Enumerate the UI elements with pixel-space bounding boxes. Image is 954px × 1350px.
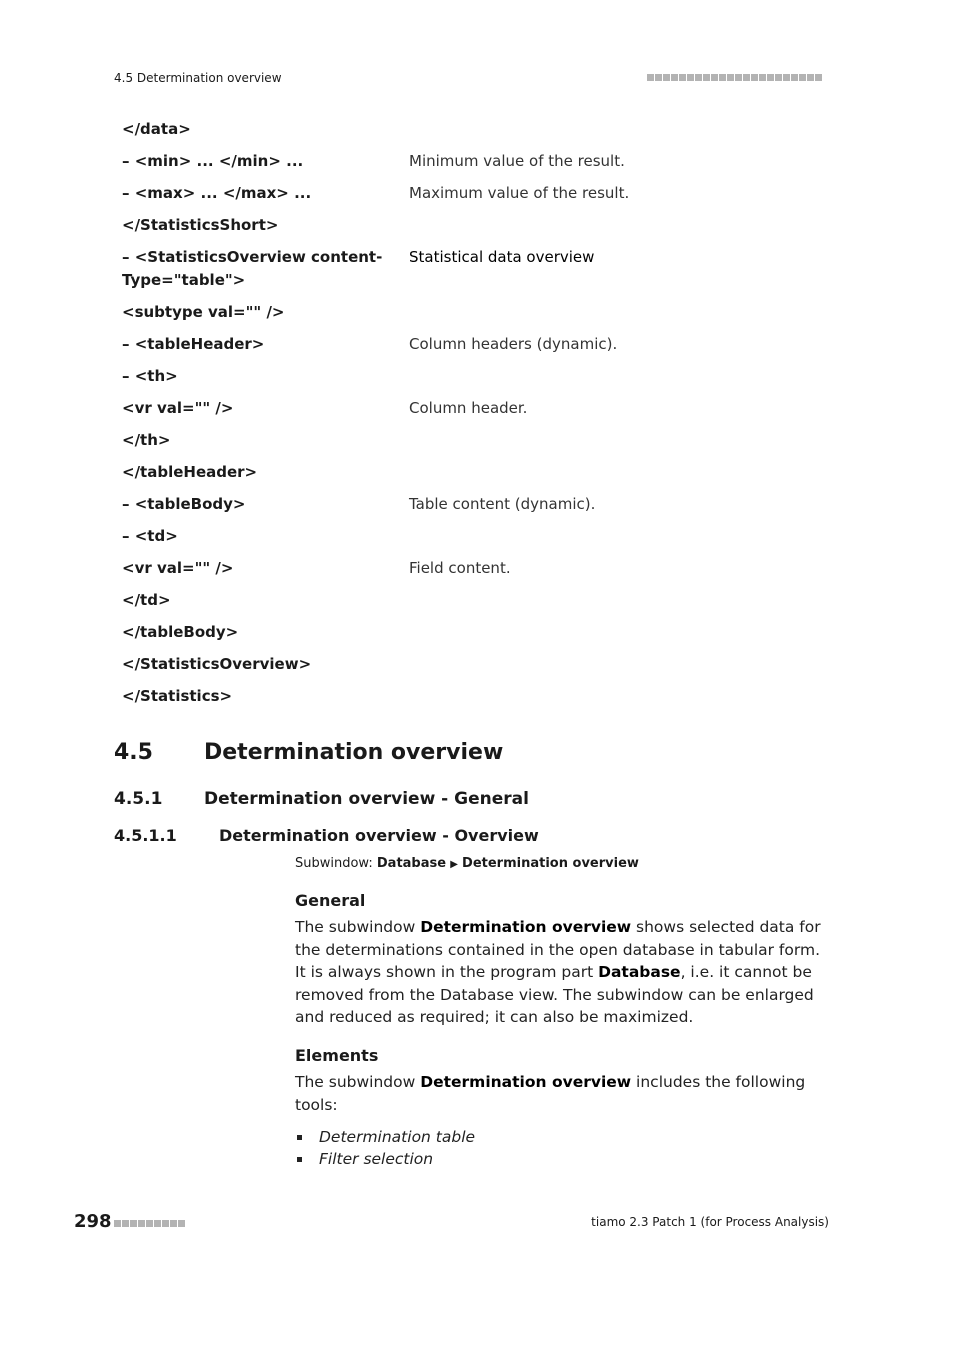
- section-number: 4.5: [114, 740, 153, 765]
- xml-element: – <StatisticsOverview content-Type="table">: [122, 248, 383, 289]
- element-description: Maximum value of the result.: [409, 184, 630, 202]
- square-icon: [154, 1220, 161, 1227]
- table-row: [122, 365, 842, 388]
- element-description: [409, 118, 842, 141]
- table-row: [122, 182, 842, 205]
- list-item: [295, 1148, 830, 1170]
- element-description: [409, 365, 842, 388]
- elements-heading: Elements: [295, 1045, 379, 1065]
- text: The subwindow: [295, 918, 421, 936]
- text: The subwindow: [295, 1072, 421, 1091]
- xml-element: </Statistics>: [122, 687, 233, 705]
- xml-element: </tableHeader>: [122, 463, 258, 481]
- table-row: [122, 118, 842, 141]
- subsection-heading: [114, 789, 529, 809]
- subwindow-part2: Determination overview: [462, 856, 639, 871]
- xml-element: – <min> ... </min> ...: [122, 152, 304, 170]
- xml-element: </tableBody>: [122, 623, 239, 641]
- square-icon: [655, 74, 662, 81]
- table-row: [122, 461, 842, 484]
- square-icon: [711, 74, 718, 81]
- section-title: Determination overview: [204, 740, 504, 765]
- square-icon: [178, 1220, 185, 1227]
- bold-text: Determination overview: [420, 1072, 632, 1091]
- subsubsection-title: Determination overview - Overview: [219, 826, 539, 845]
- square-icon: [114, 1220, 121, 1227]
- element-description: [409, 685, 842, 708]
- table-row: [122, 214, 842, 237]
- subsubsection-number: 4.5.1.1: [114, 826, 177, 845]
- square-icon: [679, 74, 686, 81]
- text: shows selected data for the determinations contained in the open database in tabular form. It is always shown in the program part: [295, 918, 821, 982]
- table-row: [122, 621, 842, 644]
- xml-element: <subtype val="" />: [122, 303, 285, 321]
- table-row: [122, 685, 842, 708]
- list-item-label: Determination table: [319, 1128, 476, 1147]
- table-row: [122, 333, 842, 356]
- xml-element: – <tableBody>: [122, 495, 246, 513]
- xml-element: </StatisticsOverview>: [122, 655, 312, 673]
- table-row: [122, 653, 842, 676]
- element-description: Minimum value of the result.: [409, 152, 625, 170]
- square-icon: [767, 74, 774, 81]
- list-item: [295, 1126, 830, 1148]
- table-row: [122, 525, 842, 548]
- square-icon: [146, 1220, 153, 1227]
- subsection-title: Determination overview - General: [204, 789, 529, 809]
- section-heading: [114, 740, 503, 765]
- table-row: [122, 150, 842, 173]
- square-icon: [775, 74, 782, 81]
- xml-element: – <tableHeader>: [122, 335, 265, 353]
- square-icon: [162, 1220, 169, 1227]
- xml-element: <vr val="" />: [122, 559, 234, 577]
- element-description: [409, 461, 842, 484]
- subwindow-part1: Database: [376, 856, 447, 871]
- arrow-right-icon: ▶: [450, 859, 458, 870]
- elements-paragraph: [295, 1071, 830, 1116]
- square-icon: [791, 74, 798, 81]
- table-row: [122, 557, 842, 580]
- general-heading: General: [295, 891, 366, 910]
- square-icon: [695, 74, 702, 81]
- square-icon: [671, 74, 678, 81]
- xml-element: – <td>: [122, 527, 178, 545]
- product-name: tiamo 2.3 Patch 1 (for Process Analysis): [591, 1215, 829, 1229]
- xml-element: – <max> ... </max> ...: [122, 184, 312, 202]
- element-description: [409, 653, 842, 676]
- square-icon: [735, 74, 742, 81]
- element-description: [409, 429, 842, 452]
- xml-element: </StatisticsShort>: [122, 216, 279, 234]
- square-icon: [663, 74, 670, 81]
- xml-structure-table: [122, 118, 842, 717]
- bold-text: Database: [598, 963, 681, 982]
- table-row: [122, 589, 842, 612]
- square-icon: [799, 74, 806, 81]
- xml-element: </th>: [122, 431, 171, 449]
- table-row: [122, 246, 842, 292]
- footer-decoration: [114, 1220, 185, 1227]
- square-icon: [751, 74, 758, 81]
- square-icon: [783, 74, 790, 81]
- element-description: Statistical data overview: [409, 248, 595, 266]
- square-icon: [170, 1220, 177, 1227]
- element-description: Column headers (dynamic).: [409, 335, 618, 353]
- table-row: [122, 301, 842, 324]
- running-header: 4.5 Determination overview: [114, 71, 282, 85]
- square-icon: [687, 74, 694, 81]
- general-paragraph: [295, 916, 830, 1029]
- square-icon: [130, 1220, 137, 1227]
- element-description: [409, 589, 842, 612]
- content-body: [295, 855, 830, 1170]
- square-icon: [122, 1220, 129, 1227]
- square-icon: [703, 74, 710, 81]
- element-description: [409, 301, 842, 324]
- table-row: [122, 429, 842, 452]
- header-decoration: [647, 74, 829, 82]
- text: includes the following tools:: [295, 1072, 806, 1114]
- element-description: [409, 214, 842, 237]
- square-icon: [719, 74, 726, 81]
- xml-element: </data>: [122, 120, 191, 138]
- subwindow-path: [295, 855, 830, 874]
- page-number: 298: [74, 1211, 112, 1232]
- bold-text: Determination overview: [420, 918, 632, 936]
- element-description: Column header.: [409, 399, 528, 417]
- xml-element: </td>: [122, 591, 171, 609]
- element-description: [409, 621, 842, 644]
- xml-element: – <th>: [122, 367, 178, 385]
- subsection-number: 4.5.1: [114, 789, 163, 809]
- square-icon: [743, 74, 750, 81]
- square-icon: [759, 74, 766, 81]
- table-row: [122, 397, 842, 420]
- tools-list: [295, 1126, 830, 1170]
- square-icon: [727, 74, 734, 81]
- table-row: [122, 493, 842, 516]
- bullet-icon: [297, 1157, 302, 1162]
- bullet-icon: [297, 1135, 302, 1140]
- element-description: [409, 525, 842, 548]
- text: , i.e. it cannot be removed from the Database view. The subwindow can be enlarged and reduced as required; it can also be maximized.: [295, 963, 814, 1027]
- square-icon: [815, 74, 822, 81]
- square-icon: [647, 74, 654, 81]
- subwindow-label: Subwindow:: [295, 856, 377, 871]
- list-item-label: Filter selection: [319, 1150, 434, 1169]
- subsubsection-heading: [114, 826, 539, 845]
- element-description: Field content.: [409, 559, 511, 577]
- element-description: Table content (dynamic).: [409, 495, 596, 513]
- square-icon: [138, 1220, 145, 1227]
- xml-element: <vr val="" />: [122, 399, 234, 417]
- square-icon: [807, 74, 814, 81]
